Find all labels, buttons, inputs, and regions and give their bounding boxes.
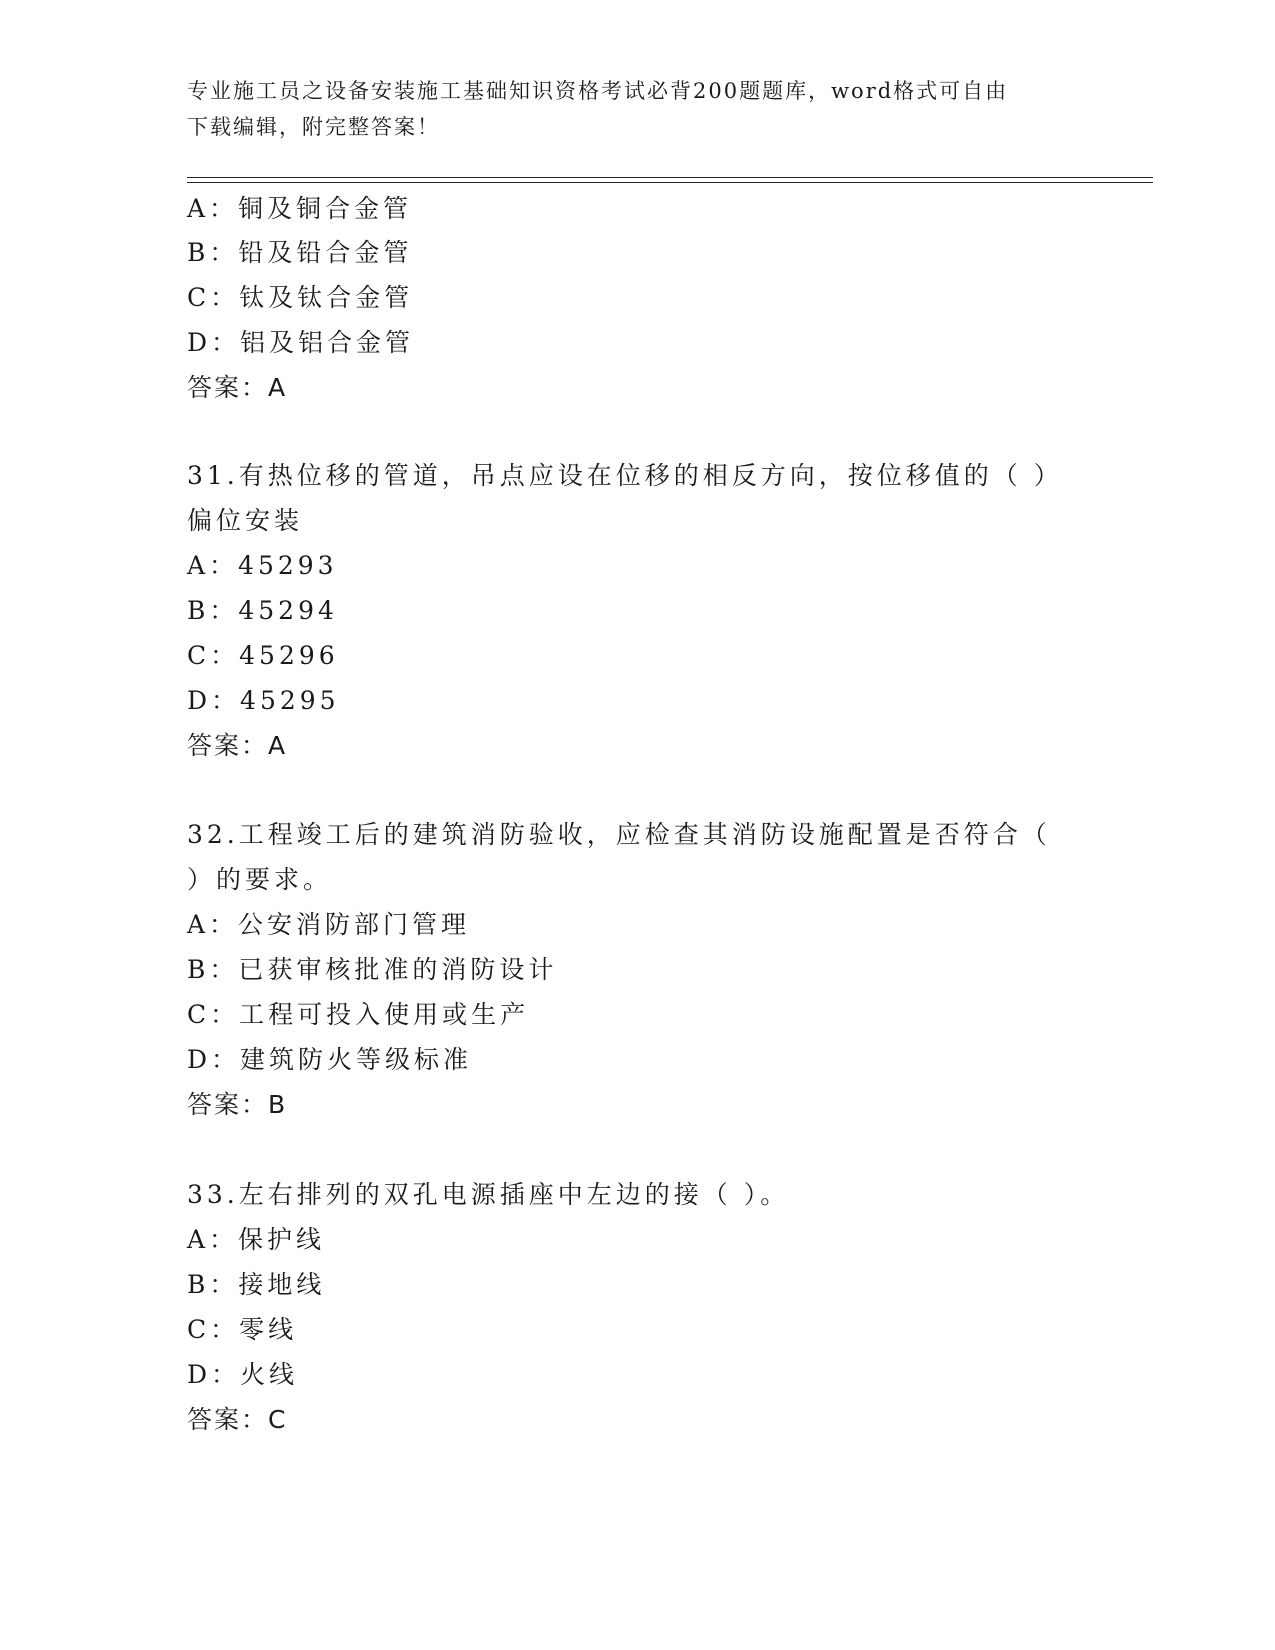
option-c: C：钛及钛合金管 bbox=[187, 283, 414, 312]
question-33-stem: 33.左右排列的双孔电源插座中左边的接（ ）。 bbox=[187, 1180, 790, 1209]
question-31-stem-cont: 偏位安装 bbox=[187, 506, 304, 535]
question-33-answer: 答案：C bbox=[187, 1405, 288, 1434]
question-31-stem: 31.有热位移的管道，吊点应设在位移的相反方向，按位移值的（ ） bbox=[187, 461, 1063, 490]
question-31-option-c: C：45296 bbox=[187, 641, 339, 670]
question-33-option-d: D：火线 bbox=[187, 1360, 299, 1389]
question-31-option-a: A：45293 bbox=[187, 551, 338, 580]
header-divider-top bbox=[187, 177, 1153, 178]
question-32-option-a: A：公安消防部门管理 bbox=[187, 910, 471, 939]
question-32-option-c: C：工程可投入使用或生产 bbox=[187, 1000, 530, 1029]
document-header bbox=[187, 73, 1067, 145]
question-32-answer: 答案：B bbox=[187, 1090, 288, 1119]
question-33-option-b: B：接地线 bbox=[187, 1270, 326, 1299]
option-d: D：铝及铝合金管 bbox=[187, 328, 415, 357]
question-33-option-a: A：保护线 bbox=[187, 1225, 326, 1254]
header-divider-bottom bbox=[187, 182, 1153, 183]
question-31-answer: 答案：A bbox=[187, 731, 288, 760]
question-32-option-b: B：已获审核批准的消防设计 bbox=[187, 955, 558, 984]
question-31-option-d: D：45295 bbox=[187, 686, 340, 715]
question-32-stem: 32.工程竣工后的建筑消防验收，应检查其消防设施配置是否符合（ bbox=[187, 820, 1051, 849]
option-a: A：铜及铜合金管 bbox=[187, 194, 413, 223]
header-line-2: 下载编辑，附完整答案！ bbox=[187, 115, 440, 139]
question-32-option-d: D：建筑防火等级标准 bbox=[187, 1045, 473, 1074]
answer-label: 答案：A bbox=[187, 373, 288, 402]
header-line-1: 专业施工员之设备安装施工基础知识资格考试必背200题题库，word格式可自由 bbox=[187, 79, 1009, 103]
question-31-option-b: B：45294 bbox=[187, 596, 338, 625]
option-b: B：铅及铅合金管 bbox=[187, 238, 413, 267]
question-32-stem-cont: ）的要求。 bbox=[187, 865, 333, 894]
question-33-option-c: C：零线 bbox=[187, 1315, 298, 1344]
